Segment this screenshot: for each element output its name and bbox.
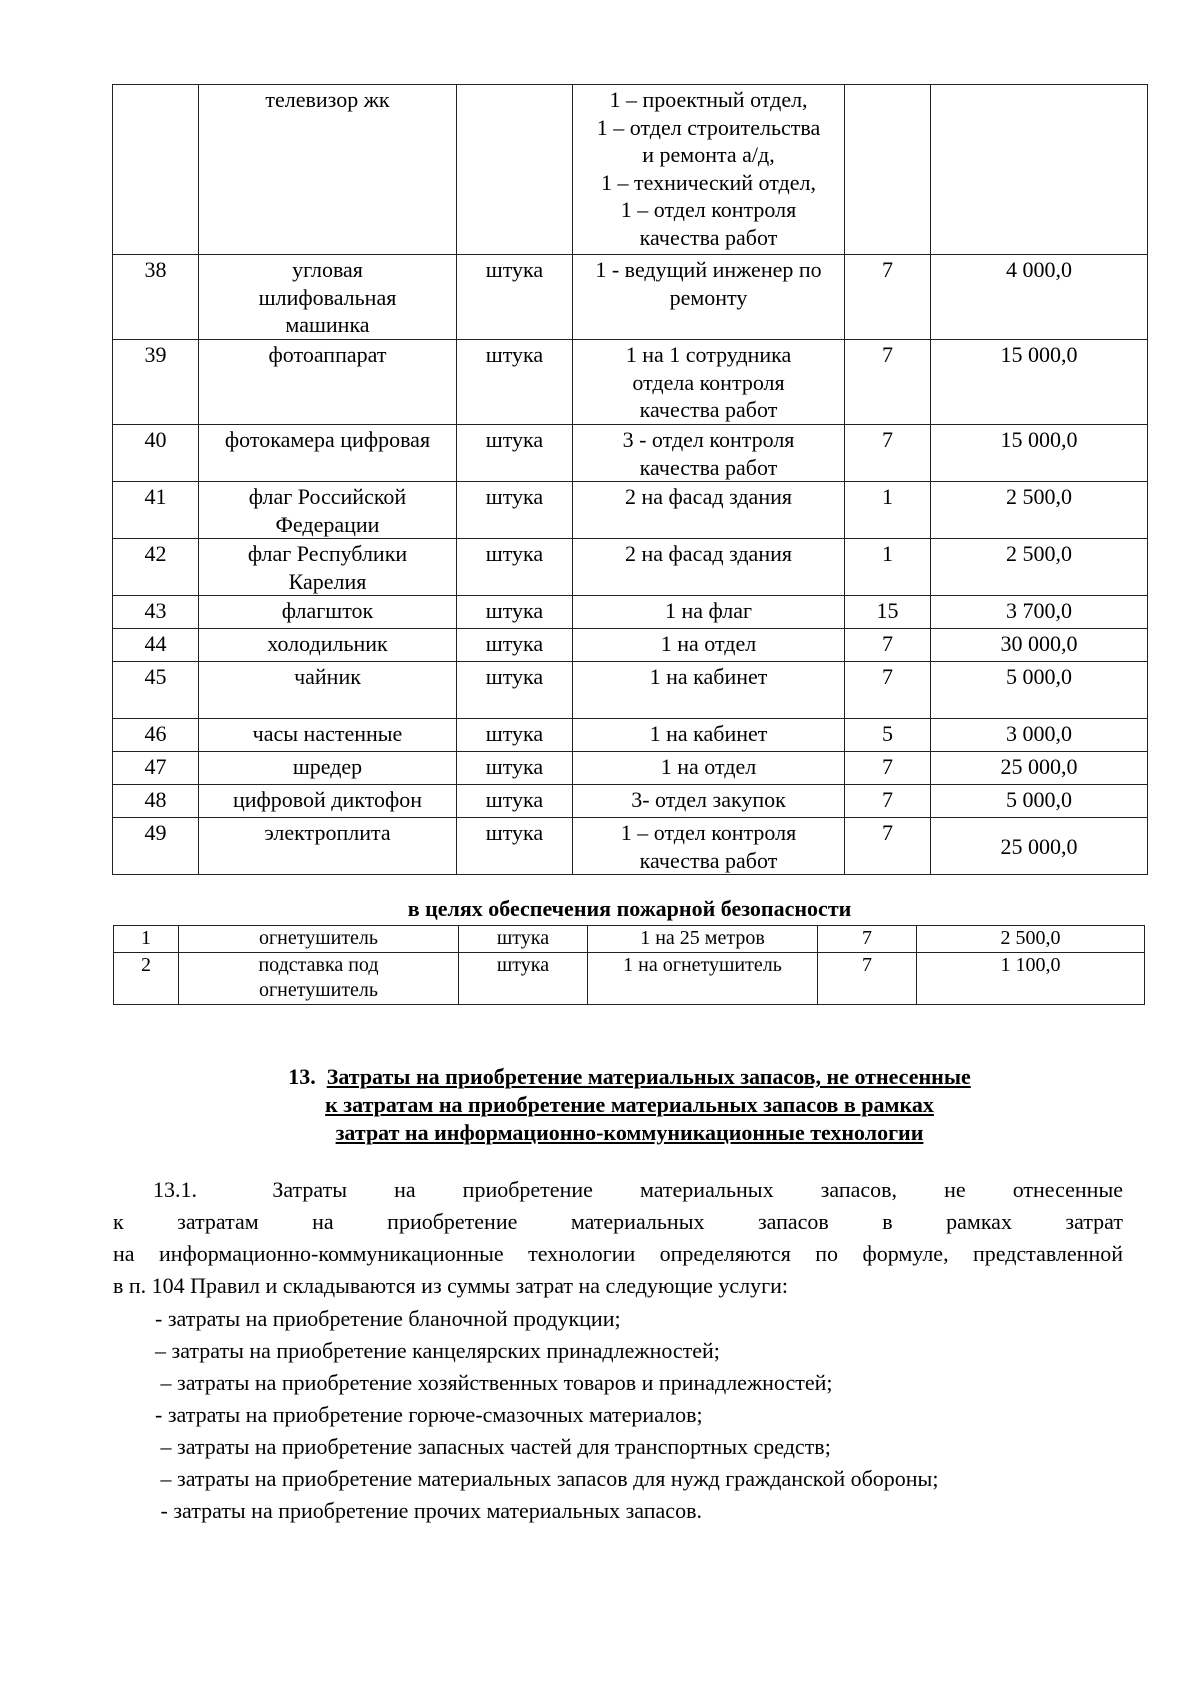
list-item: – затраты на приобретение запасных частей для транспортных средств; xyxy=(155,1434,831,1459)
heading-line-1: Затраты на приобретение материальных запасов, не отнесенные xyxy=(326,1064,971,1089)
cell-name: чайник xyxy=(199,662,457,719)
cell-name: шредер xyxy=(199,752,457,785)
cell-price: 5 000,0 xyxy=(931,785,1148,818)
table-row xyxy=(113,818,1148,875)
fire-safety-table xyxy=(113,925,1145,1005)
paragraph-line-2: к затратам на приобретение материальных запасов в рамках затрат xyxy=(113,1209,1123,1234)
equipment-table xyxy=(112,84,1148,875)
cell-name: электроплита xyxy=(199,818,457,875)
cell-num: 38 xyxy=(113,255,199,340)
cell-price: 25 000,0 xyxy=(931,818,1148,875)
cell-price: 15 000,0 xyxy=(931,340,1148,425)
table-row xyxy=(113,255,1148,340)
heading-line-3: затрат на информационно-коммуникационные технологии xyxy=(335,1120,924,1145)
cell-years: 15 xyxy=(845,596,931,629)
cell-num: 40 xyxy=(113,425,199,482)
cell-unit: штука xyxy=(457,818,573,875)
cell-price: 5 000,0 xyxy=(931,662,1148,719)
cell-unit: штука xyxy=(457,539,573,596)
cell-years: 7 xyxy=(845,629,931,662)
cell-years: 7 xyxy=(845,818,931,875)
cell-name: флагшток xyxy=(199,596,457,629)
cell-name: флаг Российской Федерации xyxy=(199,482,457,539)
cell-name: огнетушитель xyxy=(179,926,459,953)
cell-name: фотокамера цифровая xyxy=(199,425,457,482)
cell-num xyxy=(113,85,199,255)
cell-norm: 1 на кабинет xyxy=(573,662,845,719)
list-item: – затраты на приобретение хозяйственных товаров и принадлежностей; xyxy=(155,1370,833,1395)
paragraph-line-1: 13.1. Затраты на приобретение материальных запасов, не отнесенные xyxy=(153,1177,1123,1202)
cell-name: угловая шлифовальная машинка xyxy=(199,255,457,340)
cell-years: 7 xyxy=(818,926,917,953)
cell-name: фотоаппарат xyxy=(199,340,457,425)
table-row xyxy=(113,596,1148,629)
cell-unit: штука xyxy=(457,629,573,662)
cell-norm: 1 - ведущий инженер по ремонту xyxy=(573,255,845,340)
cell-name: телевизор жк xyxy=(199,85,457,255)
section-13-heading xyxy=(112,1063,1147,1147)
cell-name: часы настенные xyxy=(199,719,457,752)
cell-years: 7 xyxy=(845,425,931,482)
table-row xyxy=(113,785,1148,818)
cell-num: 42 xyxy=(113,539,199,596)
cell-price: 4 000,0 xyxy=(931,255,1148,340)
cell-num: 44 xyxy=(113,629,199,662)
cell-norm: 2 на фасад здания xyxy=(573,482,845,539)
table-row xyxy=(113,629,1148,662)
cell-price: 2 500,0 xyxy=(931,482,1148,539)
table-row xyxy=(113,662,1148,719)
cell-unit: штука xyxy=(457,785,573,818)
cell-num: 41 xyxy=(113,482,199,539)
cost-items-list xyxy=(155,1303,938,1527)
cell-years: 5 xyxy=(845,719,931,752)
cell-norm: 1 – проектный отдел, 1 – отдел строительства и ремонта а/д, 1 – технический отдел, 1 – отдел контроля качества работ xyxy=(573,85,845,255)
cell-unit: штука xyxy=(457,482,573,539)
cell-unit: штука xyxy=(457,340,573,425)
cell-years xyxy=(845,85,931,255)
cell-years: 7 xyxy=(845,785,931,818)
table-row xyxy=(113,85,1148,255)
cell-price: 30 000,0 xyxy=(931,629,1148,662)
cell-norm: 1 на флаг xyxy=(573,596,845,629)
cell-num: 47 xyxy=(113,752,199,785)
cell-norm: 2 на фасад здания xyxy=(573,539,845,596)
cell-num: 39 xyxy=(113,340,199,425)
cell-num: 1 xyxy=(114,926,179,953)
cell-name: флаг Республики Карелия xyxy=(199,539,457,596)
section-13-1-paragraph xyxy=(113,1174,1123,1302)
cell-unit xyxy=(457,85,573,255)
cell-name: подставка под огнетушитель xyxy=(179,953,459,1005)
cell-price: 25 000,0 xyxy=(931,752,1148,785)
cell-years: 7 xyxy=(845,255,931,340)
cell-num: 46 xyxy=(113,719,199,752)
cell-price: 2 500,0 xyxy=(917,926,1145,953)
cell-num: 2 xyxy=(114,953,179,1005)
cell-norm: 1 на отдел xyxy=(573,752,845,785)
heading-line-2: к затратам на приобретение материальных запасов в рамках xyxy=(325,1092,934,1117)
cell-num: 49 xyxy=(113,818,199,875)
table-row xyxy=(114,926,1145,953)
table-row xyxy=(113,340,1148,425)
cell-years: 7 xyxy=(845,662,931,719)
cell-num: 43 xyxy=(113,596,199,629)
cell-num: 48 xyxy=(113,785,199,818)
paragraph-line-4: в п. 104 Правил и складываются из суммы затрат на следующие услуги: xyxy=(113,1273,789,1298)
cell-unit: штука xyxy=(457,255,573,340)
cell-unit: штука xyxy=(457,719,573,752)
table-row xyxy=(114,953,1145,1005)
table-row xyxy=(113,719,1148,752)
cell-name: холодильник xyxy=(199,629,457,662)
cell-norm: 1 на 1 сотрудника отдела контроля качества работ xyxy=(573,340,845,425)
cell-price: 3 700,0 xyxy=(931,596,1148,629)
cell-unit: штука xyxy=(457,662,573,719)
cell-price: 1 100,0 xyxy=(917,953,1145,1005)
cell-norm: 3- отдел закупок xyxy=(573,785,845,818)
list-item: – затраты на приобретение материальных запасов для нужд гражданской обороны; xyxy=(155,1466,939,1491)
cell-norm: 3 - отдел контроля качества работ xyxy=(573,425,845,482)
cell-unit: штука xyxy=(457,752,573,785)
cell-num: 45 xyxy=(113,662,199,719)
table-row xyxy=(113,752,1148,785)
table-row xyxy=(113,539,1148,596)
cell-price: 2 500,0 xyxy=(931,539,1148,596)
cell-years: 1 xyxy=(845,482,931,539)
cell-norm: 1 на кабинет xyxy=(573,719,845,752)
cell-norm: 1 на огнетушитель xyxy=(588,953,818,1005)
list-item: – затраты на приобретение канцелярских принадлежностей; xyxy=(155,1338,720,1363)
list-item: - затраты на приобретение прочих материальных запасов. xyxy=(155,1498,702,1523)
cell-unit: штука xyxy=(459,953,588,1005)
paragraph-line-3: на информационно-коммуникационные технологии определяются по формуле, представленной xyxy=(113,1241,1123,1266)
section-number: 13. xyxy=(288,1064,316,1089)
cell-years: 7 xyxy=(818,953,917,1005)
cell-norm: 1 – отдел контроля качества работ xyxy=(573,818,845,875)
cell-years: 7 xyxy=(845,752,931,785)
cell-norm: 1 на 25 метров xyxy=(588,926,818,953)
cell-unit: штука xyxy=(459,926,588,953)
list-item: - затраты на приобретение бланочной продукции; xyxy=(155,1306,621,1331)
cell-name: цифровой диктофон xyxy=(199,785,457,818)
cell-years: 1 xyxy=(845,539,931,596)
cell-unit: штука xyxy=(457,596,573,629)
cell-years: 7 xyxy=(845,340,931,425)
cell-unit: штука xyxy=(457,425,573,482)
fire-safety-caption: в целях обеспечения пожарной безопасности xyxy=(407,896,852,921)
list-item: - затраты на приобретение горюче-смазочных материалов; xyxy=(155,1402,703,1427)
table-row xyxy=(113,425,1148,482)
table-row xyxy=(113,482,1148,539)
cell-price: 15 000,0 xyxy=(931,425,1148,482)
cell-price xyxy=(931,85,1148,255)
cell-norm: 1 на отдел xyxy=(573,629,845,662)
cell-price: 3 000,0 xyxy=(931,719,1148,752)
